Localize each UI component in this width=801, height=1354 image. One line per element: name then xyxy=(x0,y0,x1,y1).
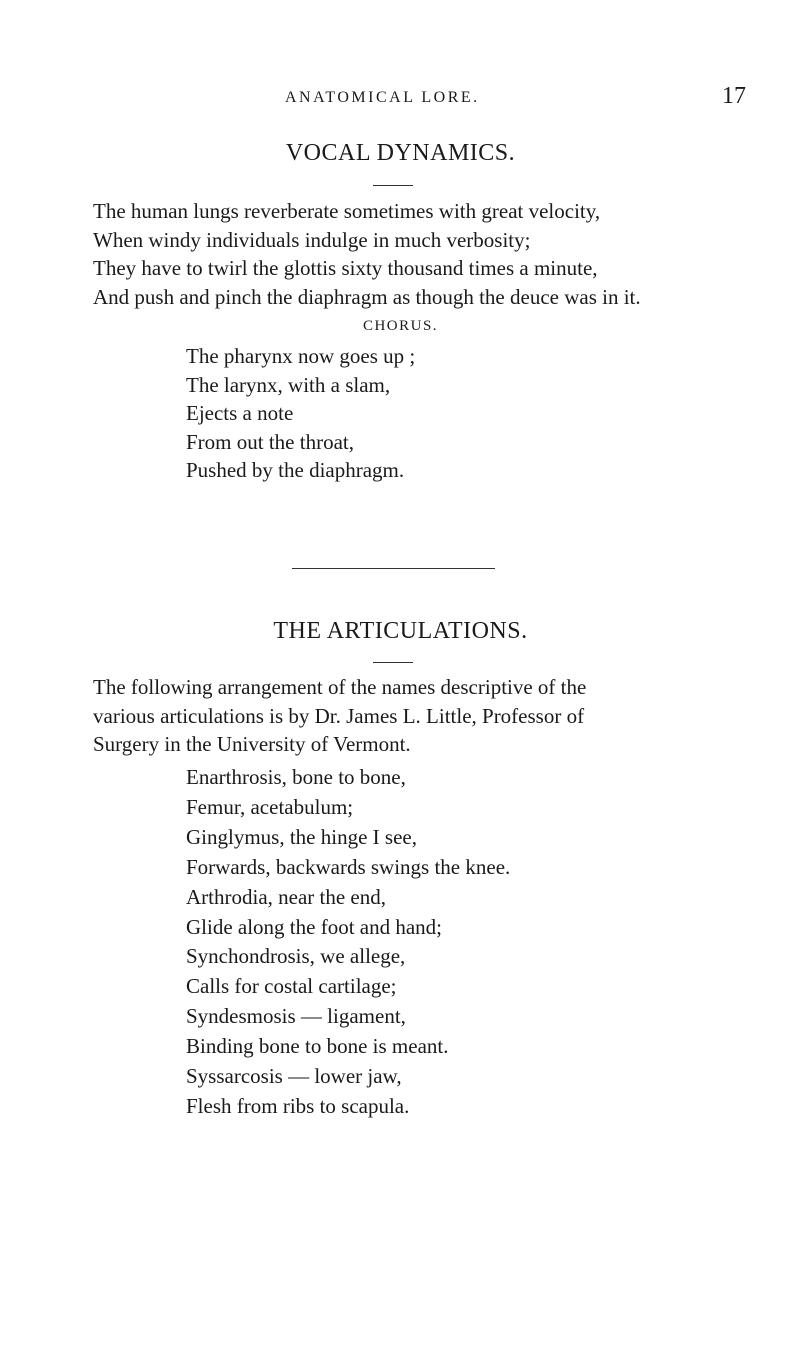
verse-line: From out the throat, xyxy=(186,429,354,454)
title-underline xyxy=(373,662,413,663)
verse-line: The pharynx now goes up ; xyxy=(186,344,416,368)
page-number: 17 xyxy=(722,83,746,109)
running-title: ANATOMICAL LORE. xyxy=(285,89,480,106)
paragraph-line: Surgery in the University of Vermont. xyxy=(93,732,411,757)
vocal-stanza xyxy=(93,197,641,311)
verse-line: Enarthrosis, bone to bone, xyxy=(186,765,406,789)
chorus-verse xyxy=(186,342,415,485)
verse-line: And push and pinch the diaphragm as though the deuce was in it. xyxy=(93,284,641,309)
vocal-dynamics-title: VOCAL DYNAMICS. xyxy=(285,140,516,166)
articulations-verse xyxy=(186,763,510,1122)
verse-line: Ginglymus, the hinge I see, xyxy=(186,824,417,849)
verse-line: The larynx, with a slam, xyxy=(186,372,391,397)
paragraph-line: various articulations is by Dr. James L. Little, Professor of xyxy=(93,703,585,728)
verse-line: Arthrodia, near the end, xyxy=(186,884,387,909)
verse-line: The human lungs reverberate sometimes with great velocity, xyxy=(93,199,601,223)
paragraph-line: The following arrangement of the names descriptive of the xyxy=(93,675,587,699)
verse-line: They have to twirl the glottis sixty thousand times a minute, xyxy=(93,256,598,281)
chorus-label: CHORUS. xyxy=(362,318,439,334)
verse-line: Syssarcosis — lower jaw, xyxy=(186,1064,402,1089)
verse-line: Femur, acetabulum; xyxy=(186,794,354,819)
verse-line: Ejects a note xyxy=(186,401,294,426)
verse-line: When windy individuals indulge in much verbosity; xyxy=(93,227,531,252)
articulations-intro xyxy=(93,673,586,759)
verse-line: Flesh from ribs to scapula. xyxy=(186,1093,410,1118)
section-divider xyxy=(292,568,495,569)
verse-line: Calls for costal cartilage; xyxy=(186,974,397,999)
articulations-title: THE ARTICULATIONS. xyxy=(273,618,528,644)
verse-line: Synchondrosis, we allege, xyxy=(186,944,406,969)
title-underline xyxy=(373,185,413,186)
verse-line: Binding bone to bone is meant. xyxy=(186,1034,449,1059)
verse-line: Pushed by the diaphragm. xyxy=(186,458,405,483)
verse-line: Syndesmosis — ligament, xyxy=(186,1004,406,1029)
verse-line: Glide along the foot and hand; xyxy=(186,914,443,939)
verse-line: Forwards, backwards swings the knee. xyxy=(186,854,511,879)
